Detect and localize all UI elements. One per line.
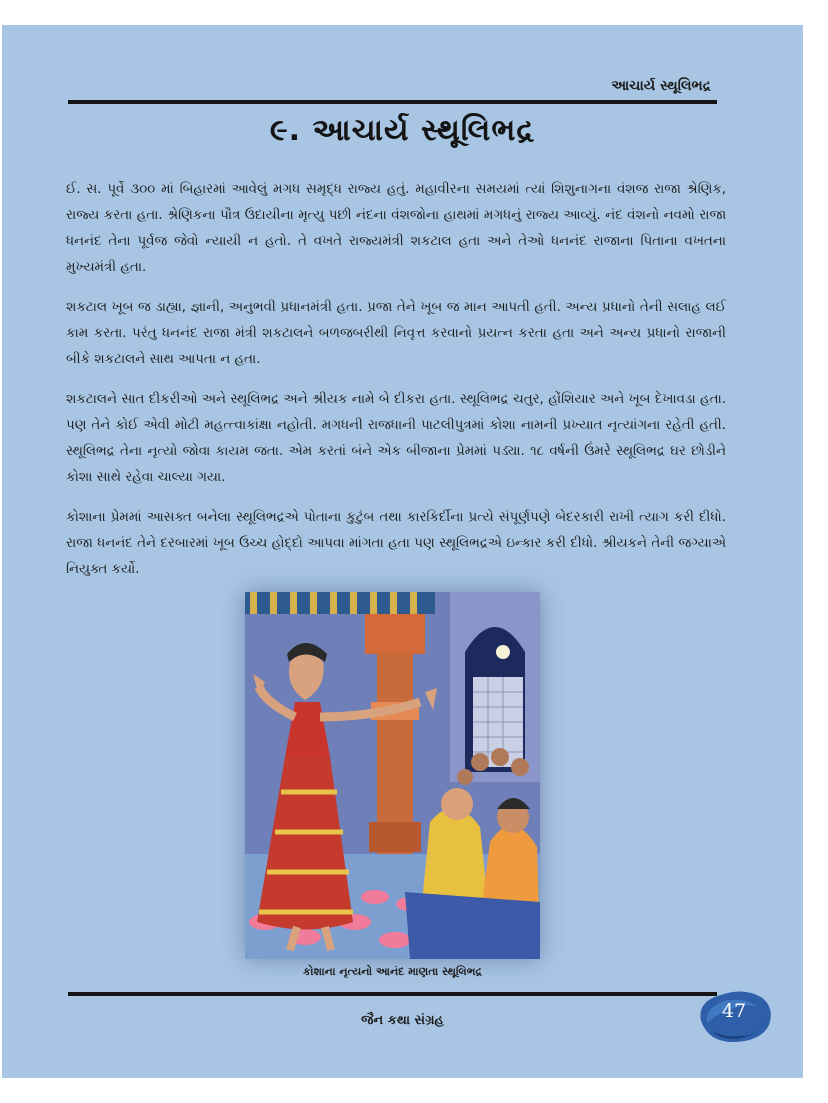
- footer-rule: [68, 992, 717, 996]
- figure-caption: કોશાના નૃત્યનો આનંદ માણતા સ્થૂલિભદ્ર: [302, 965, 482, 978]
- book-title: જૈન કથા સંગ્રહ: [361, 1013, 444, 1028]
- book-page: [2, 25, 803, 1078]
- page-number: 47: [721, 1000, 747, 1022]
- paragraph: શકટાલ ખૂબ જ ડાહ્યા, જ્ઞાની, અનુભવી પ્રધાનમંત્રી હતા. પ્રજા તેને ખૂબ જ માન આપતી હતી. અન્ય પ્રધાનો તેની સલાહ લઈ કામ કરતા. પરંતુ ધનનંદ રાજા મંત્રી શકટાલને બળજબરીથી નિવૃત્ત કરવાનો પ્રયત્ન કરતા હતા અને અન્ય પ્રધાનો રાજાની બીકે શકટાલને સાથ આપતા ન હતા.: [66, 300, 726, 367]
- paragraph: શકટાલને સાત દીકરીઓ અને સ્થૂલિભદ્ર અને શ્રીયક નામે બે દીકરા હતા. સ્થૂલિભદ્ર ચતુર, હોંશિયાર અને ખૂબ દેખાવડા હતા. પણ તેને કોઈ એવી મોટી મહત્ત્વાકાંક્ષા નહોતી. મગધની રાજધાની પાટલીપુત્રમાં કોશા નામની પ્રખ્યાત નૃત્યાંગના રહેતી હતી. સ્થૂલિભદ્ર તેના નૃત્યો જોવા કાયમ જતા. એમ કરતાં બંને એક બીજાના પ્રેમમાં પડ્યા. ૧૮ વર્ષની ઉંમરે સ્થૂલિભદ્ર ઘર છોડીને કોશા સાથે રહેવા ચાલ્યા ગયા.: [66, 392, 726, 485]
- running-head: આચાર્ય સ્થૂલિભદ્ર: [611, 78, 711, 94]
- header-rule: [68, 100, 717, 104]
- chapter-title: ૯. આચાર્ય સ્થૂલિભદ્ર: [269, 113, 536, 148]
- dance-illustration: [245, 592, 540, 959]
- body-text: [66, 177, 726, 597]
- paragraph: કોશાના પ્રેમમાં આસક્ત બનેલા સ્થૂલિભદ્રએ પોતાના કુટુંબ તથા કારકિર્દીના પ્રત્યે સંપૂર્ણપણે બેદરકારી રાખી ત્યાગ કરી દીધો. રાજા ધનનંદ તેને દરબારમાં ખૂબ ઉચ્ચ હોદ્દો આપવા માંગતા હતા પણ સ્થૂલિભદ્રએ ઇન્કાર કરી દીધો. શ્રીયકને તેની જગ્યાએ નિયુક્ત કર્યો.: [66, 510, 726, 577]
- paragraph: ઈ. સ. પૂર્વે ૩૦૦ માં બિહારમાં આવેલું મગધ સમૃદ્ધ રાજ્ય હતું. મહાવીરના સમયમાં ત્યાં શિશુનાગના વંશજ રાજા શ્રેણિક, રાજ્ય કરતા હતા. શ્રેણિકના પૌત્ર ઉદાયીના મૃત્યુ પછી નંદના વંશજોના હાથમાં મગધનું રાજ્ય આવ્યું. નંદ વંશનો નવમો રાજા ધનનંદ તેના પૂર્વજ જેવો ન્યાયી ન હતો. તે વખતે રાજ્યમંત્રી શકટાલ હતા અને તેઓ ધનનંદ રાજાના પિતાના વખતના મુખ્યમંત્રી હતા.: [66, 182, 726, 275]
